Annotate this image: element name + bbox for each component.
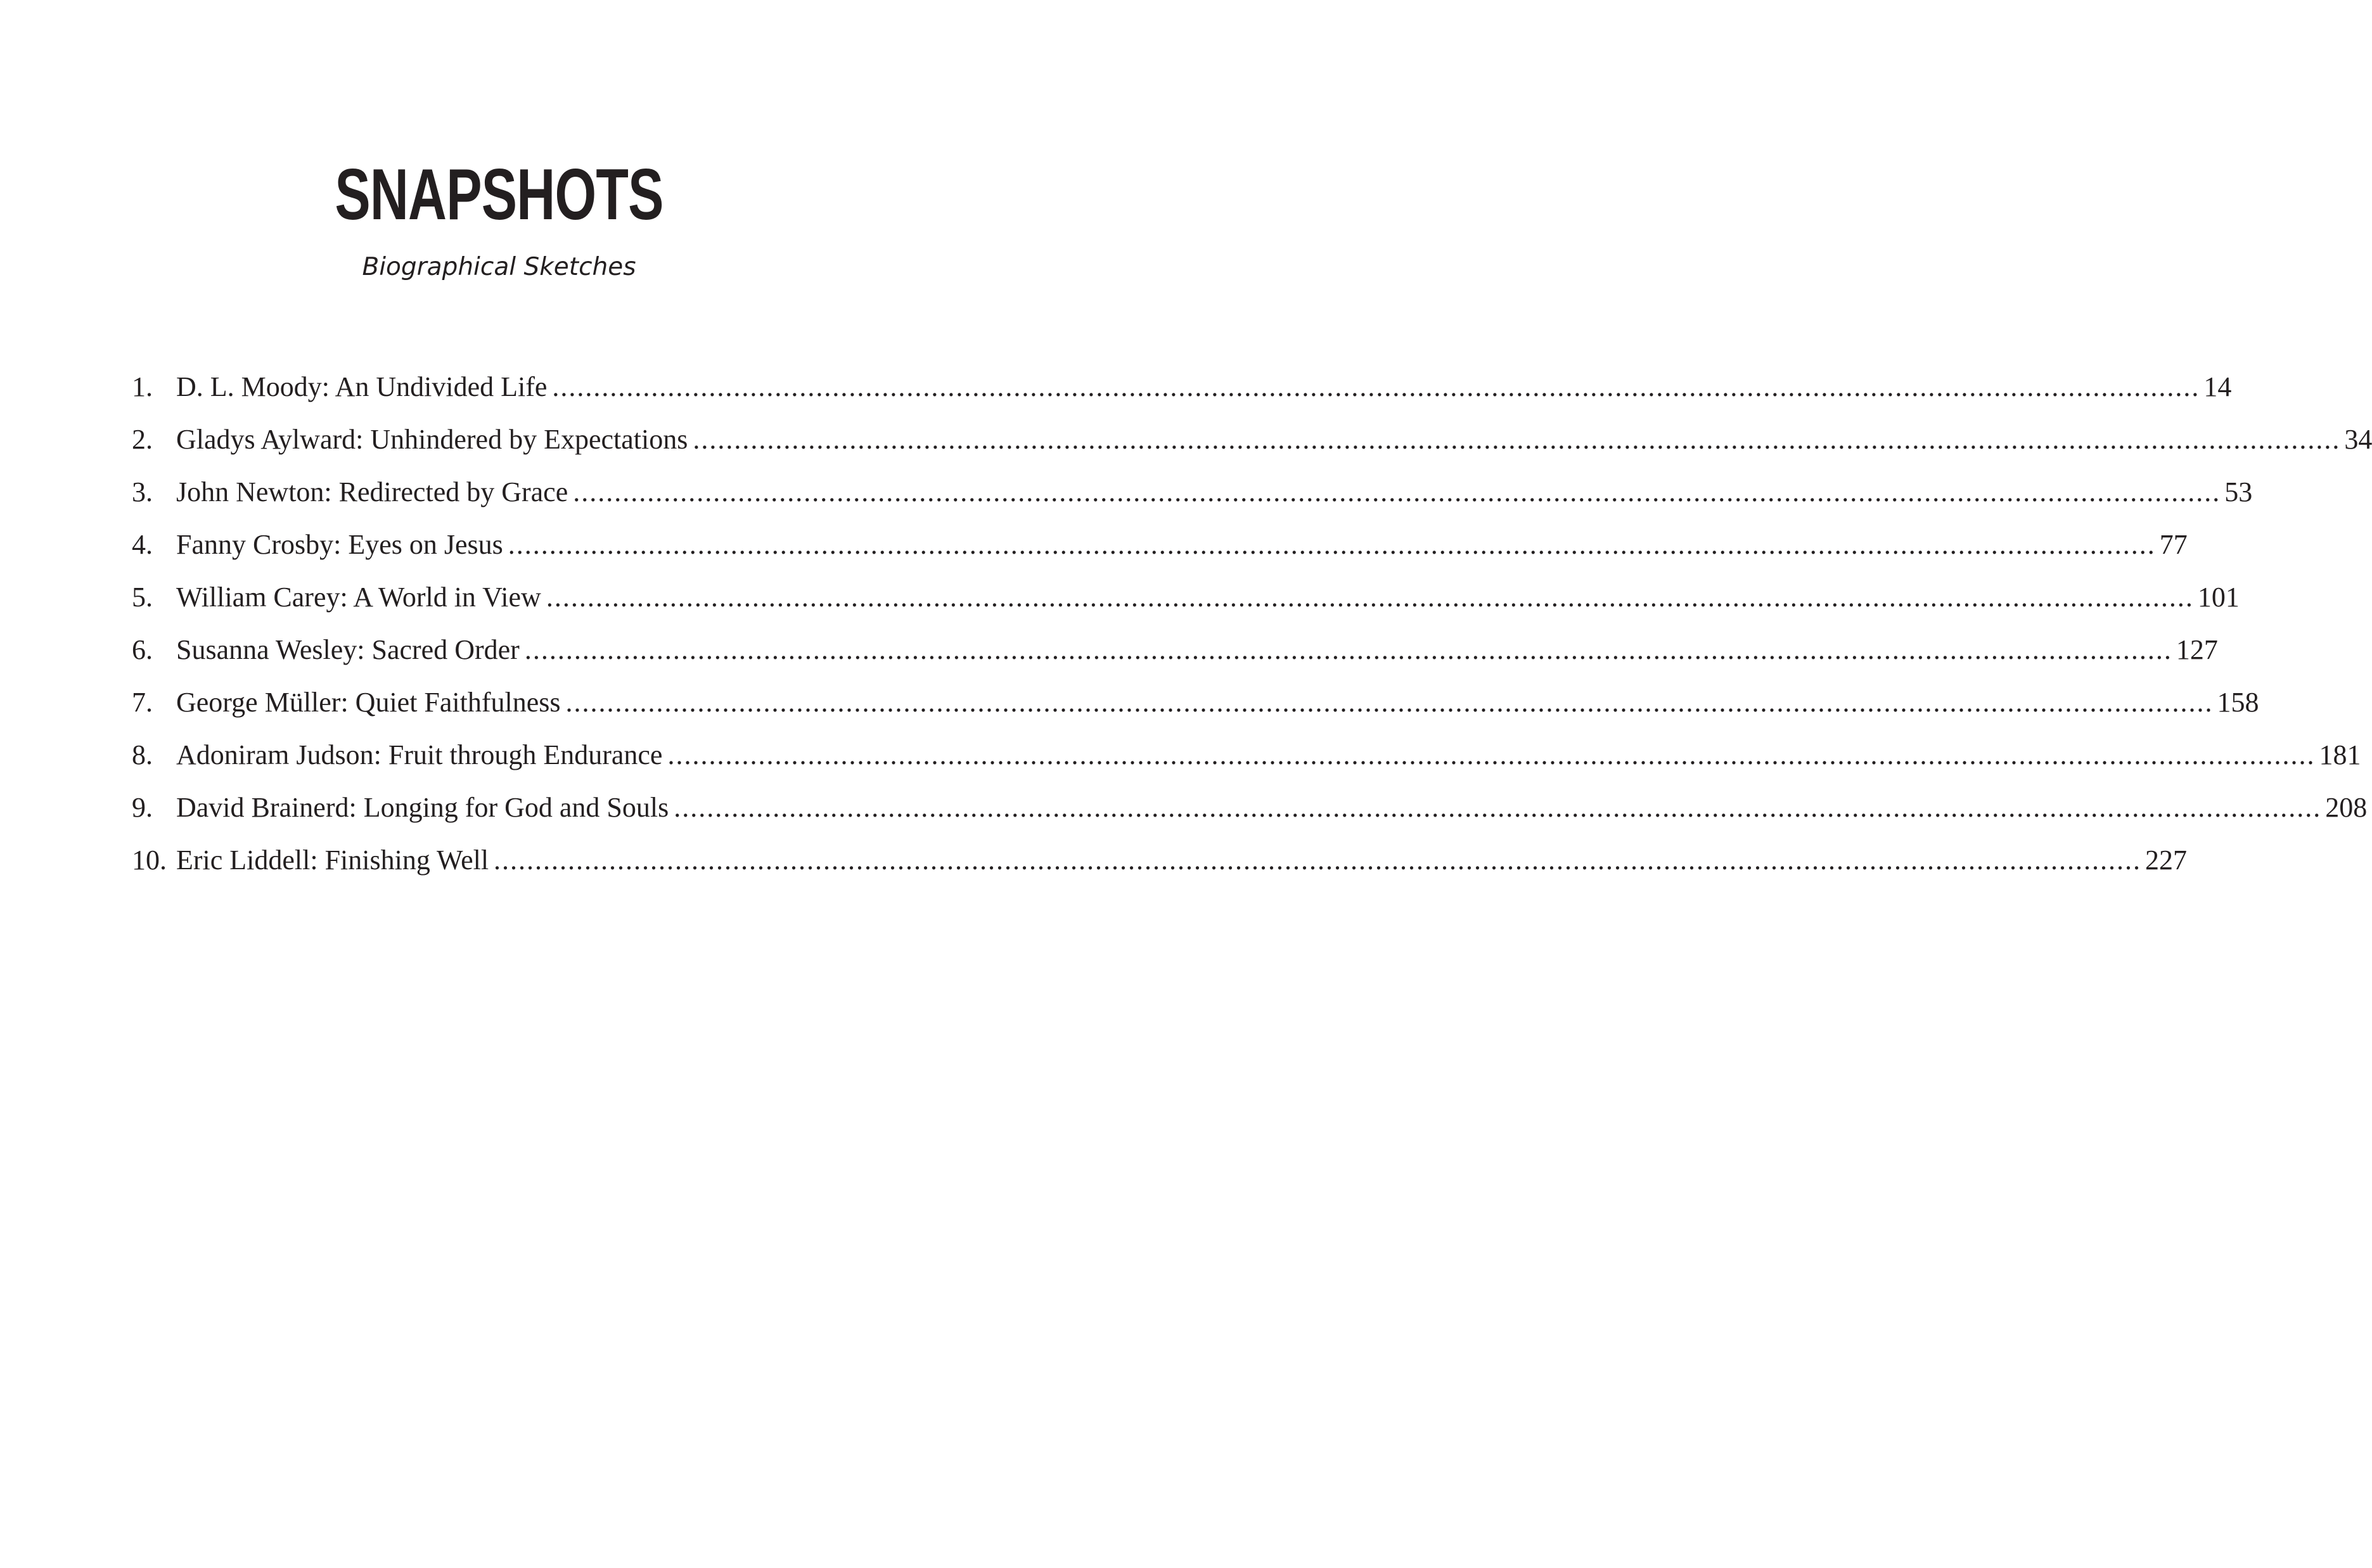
entry-title: D. L. Moody: An Undivided Life — [176, 371, 548, 402]
dot-leader: ........................................................................................................................................................................................................ — [524, 634, 2172, 665]
entry-number: 6. — [132, 634, 153, 665]
toc-entry[interactable] — [132, 629, 2218, 682]
entry-page-number: 14 — [2203, 371, 2232, 402]
table-of-contents — [132, 366, 2372, 892]
entry-number: 1. — [132, 371, 153, 402]
entry-title: William Carey: A World in View — [176, 582, 541, 613]
dot-leader: ........................................................................................................................................................................................................ — [552, 371, 2200, 402]
entry-title: George Müller: Quiet Faithfulness — [176, 687, 561, 718]
toc-entry[interactable] — [132, 682, 2259, 734]
entry-number: 4. — [132, 529, 153, 560]
entry-number: 3. — [132, 476, 153, 507]
toc-entry[interactable] — [132, 734, 2361, 787]
entry-number: 10. — [132, 845, 167, 876]
dot-leader: ........................................................................................................................................................................................................ — [565, 687, 2214, 718]
entry-page-number: 227 — [2145, 845, 2188, 876]
entry-number: 5. — [132, 582, 153, 613]
dot-leader: ........................................................................................................................................................................................................ — [494, 845, 2142, 876]
toc-entry[interactable] — [132, 524, 2188, 577]
entry-number: 2. — [132, 424, 153, 455]
entry-page-number: 208 — [2325, 792, 2368, 823]
dot-leader: ........................................................................................................................................................................................................ — [546, 582, 2194, 613]
entry-title: John Newton: Redirected by Grace — [176, 476, 568, 507]
dot-leader: ........................................................................................................................................................................................................ — [508, 529, 2156, 560]
toc-entry[interactable] — [132, 419, 2372, 471]
toc-entry[interactable] — [132, 471, 2253, 524]
entry-page-number: 127 — [2176, 634, 2218, 665]
page-title: SNAPSHOTS — [335, 155, 664, 235]
entry-page-number: 53 — [2224, 476, 2253, 507]
entry-title: Susanna Wesley: Sacred Order — [176, 634, 520, 665]
entry-title: Fanny Crosby: Eyes on Jesus — [176, 529, 503, 560]
entry-number: 8. — [132, 739, 153, 770]
entry-title: David Brainerd: Longing for God and Souls — [176, 792, 669, 823]
entry-title: Eric Liddell: Finishing Well — [176, 845, 489, 876]
entry-title: Adoniram Judson: Fruit through Endurance — [176, 739, 663, 770]
dot-leader: ........................................................................................................................................................................................................ — [693, 424, 2341, 455]
entry-page-number: 101 — [2197, 582, 2240, 613]
entry-number: 7. — [132, 687, 153, 718]
entry-page-number: 158 — [2217, 687, 2259, 718]
toc-entry[interactable] — [132, 577, 2240, 629]
entry-number: 9. — [132, 792, 153, 823]
dot-leader: ........................................................................................................................................................................................................ — [667, 739, 2316, 770]
toc-entry[interactable] — [132, 787, 2368, 839]
page-subtitle: Biographical Sketches — [362, 253, 636, 281]
toc-entry[interactable] — [132, 366, 2232, 419]
entry-page-number: 77 — [2159, 529, 2188, 560]
entry-page-number: 34 — [2344, 424, 2372, 455]
entry-page-number: 181 — [2319, 739, 2361, 770]
toc-entry[interactable] — [132, 839, 2188, 892]
entry-title: Gladys Aylward: Unhindered by Expectations — [176, 424, 688, 455]
dot-leader: ........................................................................................................................................................................................................ — [674, 792, 2322, 823]
dot-leader: ........................................................................................................................................................................................................ — [573, 476, 2221, 507]
